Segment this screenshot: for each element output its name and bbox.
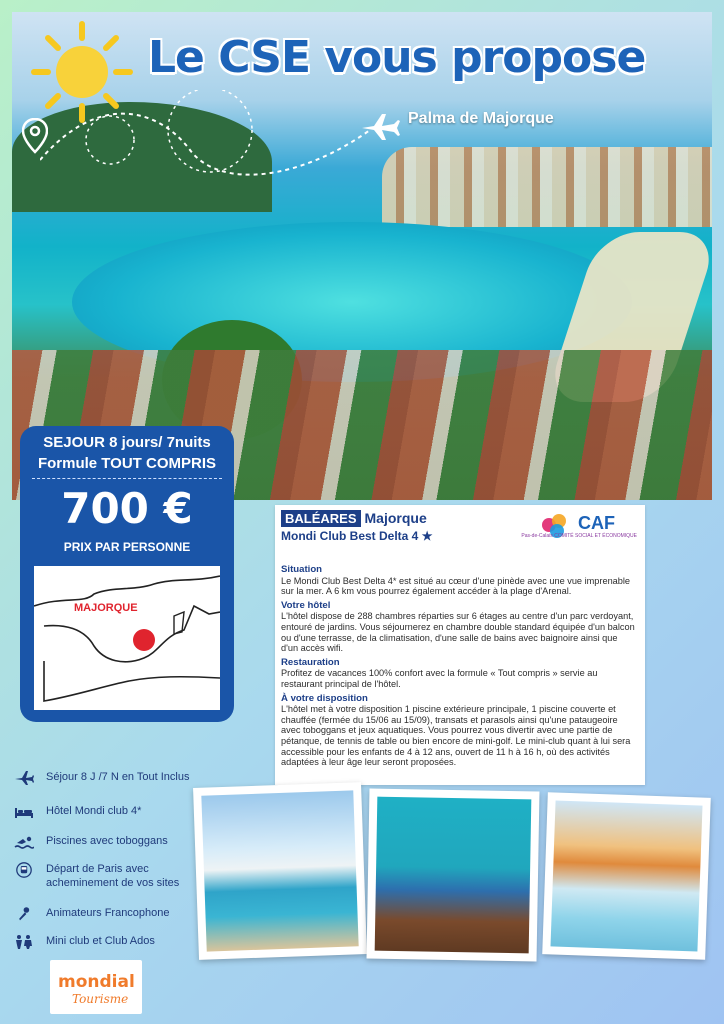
section-text: L'hôtel dispose de 288 chambres réparties sur 6 étages au centre d'un parc verdoyant, entouré de jardins. Vous séjournerez en chambre double standard équipée d'un balcon ou d'une terrasse, de la climatisation, d'une salle de bains avec baignoire ainsi que d'un accès wifi. [281,611,635,654]
destination-label: Palma de Majorque [408,110,554,127]
kids-icon [14,934,34,950]
formula: Formule TOUT COMPRIS [37,455,217,472]
price-box [20,426,234,722]
card-body [281,561,637,768]
bus-icon [14,862,34,878]
feature-item [14,834,214,850]
feature-item [14,906,214,922]
photo-waterslides [542,792,711,960]
section-heading: Votre hôtel [281,599,331,611]
photo-pool [193,782,367,960]
section-text: Profitez de vacances 100% confort avec la formule « Tout compris » servie au restaurant principal de l'hôtel. [281,668,598,689]
caf-logo-text: CAF [578,513,615,533]
plane-icon [14,770,34,786]
photo-room [367,789,540,962]
feature-item [14,934,214,950]
feature-item [14,862,214,890]
feature-text: Mini club et Club Ados [46,935,155,947]
price: 700 € [61,484,193,533]
feature-text: Hôtel Mondi club 4* [46,805,142,817]
card-header [281,509,427,527]
map-label: MAJORQUE [74,602,138,614]
airplane-icon [360,112,400,142]
caf-sub-text: Pas-de-Calais [521,533,553,539]
logo-sub-text: Tourisme [72,992,129,1006]
section-heading: Restauration [281,656,340,668]
feature-text: Animateurs Francophone [46,907,170,919]
bed-icon [14,804,34,820]
hotel-description-card [275,505,645,785]
section-heading: Situation [281,564,323,575]
divider [32,478,222,479]
price-note: PRIX PAR PERSONNE [63,540,191,554]
swimmer-icon [14,834,34,850]
hotel-name [281,529,432,543]
feature-text: Piscines avec toboggans [46,835,168,847]
sun-icon [30,20,134,124]
pool-image [201,790,358,951]
location-pin-icon [22,118,48,154]
mondial-tourisme-logo [50,960,142,1014]
majorca-map [34,566,220,710]
section-text: Le Mondi Club Best Delta 4* est situé au cœur d'une pinède avec une vue imprenable sur la mer. A 6 km vous pourrez également accéder à la plage d'Arenal. [281,575,631,597]
section-text: L'hôtel met à votre disposition 1 piscine extérieure principale, 1 piscine couverte et chauffée (fermée du 15/06 au 15/09), transats et parasols ainsi qu'une pataugeoire avec toboggans et jeux aquatiques. Vous pourrez vous divertir avec une partie de pétanque, de tennis de table ou bien encore de mini-golf. Le mini-club quant à lui sera accessible pour les enfants de 4 à 12 ans, ouvert de 11 h à 16 h, où des activités adaptées à leur âge leur seront proposées. [281,704,631,768]
page-title: Le CSE vous propose [148,32,646,83]
feature-text: Séjour 8 J /7 N en Tout Inclus [46,771,190,783]
hotel-name-text: Mondi Club Best Delta 4 [281,529,419,543]
island-name: Majorque [364,510,427,526]
microphone-icon [14,906,34,922]
section-heading: À votre disposition [281,692,368,704]
region-badge: BALÉARES [281,510,361,527]
room-image [375,797,532,954]
stay-duration: SEJOUR 8 jours/ 7nuits [43,434,211,451]
caf-tagline [521,533,637,539]
waterslide-image [550,800,702,951]
feature-item [14,770,214,786]
caf-tagline-text: COMITÉ SOCIAL ET ÉCONOMIQUE [554,533,637,539]
feature-text: Départ de Paris avec acheminement de vos sites [46,863,180,889]
logo-main-text: mondial [58,972,135,992]
harbour-town [382,147,712,227]
feature-item [14,804,214,820]
star-icon: ★ [421,529,433,543]
